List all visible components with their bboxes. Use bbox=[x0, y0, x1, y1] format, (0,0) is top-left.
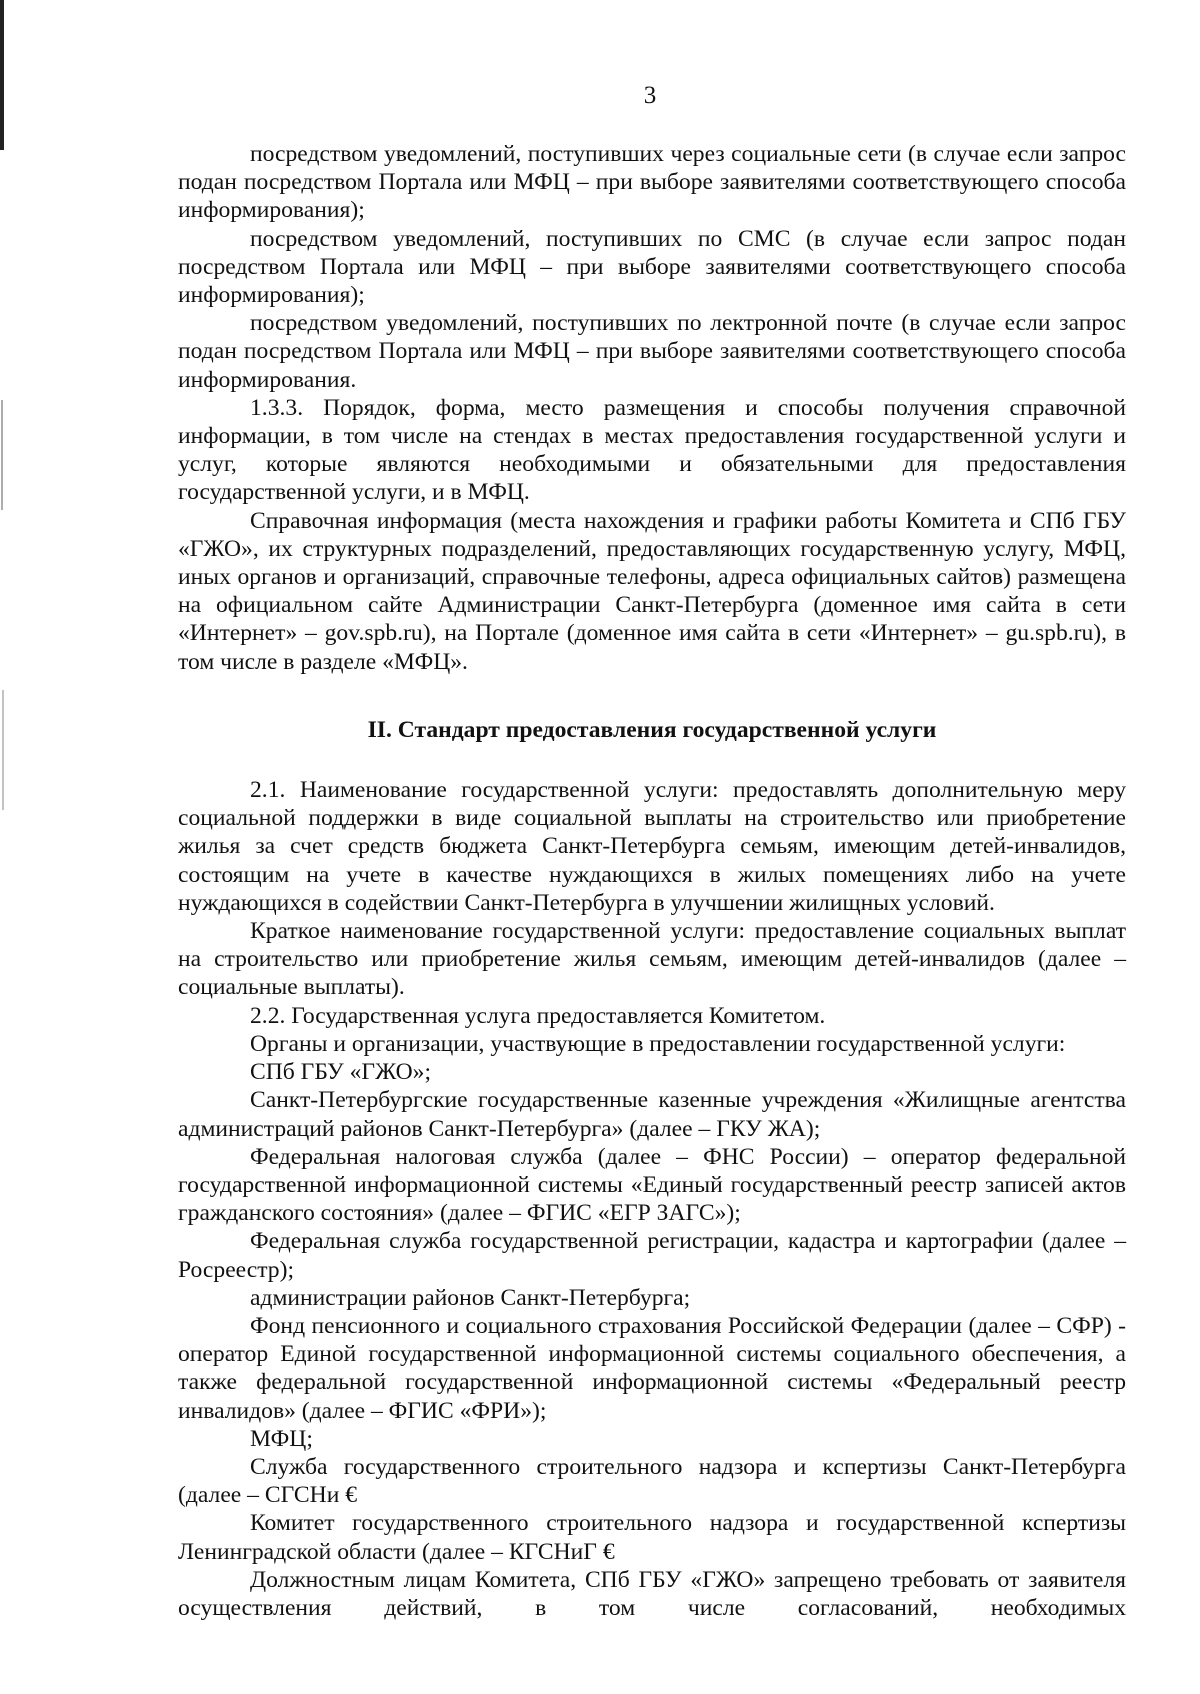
paragraph: 2.1. Наименование государственной услуги: предоставлять дополнительную меру социальной поддержки в виде социальной выплаты на строительство или приобретение жилья за счет средств бюджета Санкт-Петербурга семьям, имеющим детей-инвалидов, состоящим на учете в качестве нуждающихся в жилых помещениях либо на учете нуждающихся в содействии Санкт-Петербурга в улучшении жилищных условий. bbox=[178, 777, 1126, 916]
paragraph: Федеральная служба государственной регистрации, кадастра и картографии (далее – Росреестр); bbox=[178, 1228, 1126, 1283]
paragraph: 1.3.3. Порядок, форма, место размещения и способы получения справочной информации, в том числе на стендах в местах предоставления государственной услуги и услуг, которые являются необходимыми и обязательными для предоставления государственной услуги, и в МФЦ. bbox=[178, 394, 1126, 506]
paragraph: МФЦ; bbox=[250, 1425, 313, 1452]
paragraph: Санкт-Петербургские государственные казенные учреждения «Жилищные агентства администраций районов Санкт-Петербурга» (далее – ГКУ ЖА); bbox=[178, 1087, 1126, 1142]
document-body bbox=[178, 140, 1126, 1622]
paragraph: администрации районов Санкт-Петербурга; bbox=[250, 1284, 691, 1311]
paragraph: 2.2. Государственная услуга предоставляется Комитетом. bbox=[250, 1002, 826, 1029]
paragraph: Органы и организации, участвующие в предоставлении государственной услуги: bbox=[250, 1030, 1066, 1057]
page-number: 3 bbox=[643, 82, 657, 109]
paragraph: Фонд пенсионного и социального страхования Российской Федерации (далее – СФР) - оператор Единой государственной информационной системы социального обеспечения, а также федеральной государственной информационной системы «Федеральный реестр инвалидов» (далее – ФГИС «ФРИ»); bbox=[178, 1312, 1126, 1424]
paragraph: Краткое наименование государственной услуги: предоставление социальных выплат на строительство или приобретение жилья семьям, имеющим детей-инвалидов (далее – социальные выплаты). bbox=[178, 918, 1126, 1001]
paragraph: посредством уведомлений, поступивших через социальные сети (в случае если запрос подан посредством Портала или МФЦ – при выборе заявителями соответствующего способа информирования); bbox=[178, 141, 1126, 224]
paragraph: СПб ГБУ «ГЖО»; bbox=[250, 1059, 432, 1086]
paragraph: посредством уведомлений, поступивших по лектронной почте (в случае если запрос подан посредством Портала или МФЦ – при выборе заявителями соответствующего способа информирования. bbox=[178, 310, 1126, 393]
paragraph: Комитет государственного строительного надзора и государственной кспертизы Ленинградской области (далее – КГСНиГ € bbox=[178, 1510, 1126, 1565]
paragraph: Служба государственного строительного надзора и кспертизы Санкт-Петербурга (далее – СГСНи € bbox=[178, 1453, 1126, 1509]
scan-edge-mark bbox=[2, 690, 4, 810]
scan-edge-mark bbox=[0, 0, 4, 150]
scan-edge-mark bbox=[1, 400, 3, 510]
paragraph: Должностным лицам Комитета, СПб ГБУ «ГЖО» запрещено требовать от заявителя осуществления действий, в том числе согласований, необходимых bbox=[178, 1566, 1126, 1621]
section-heading: II. Стандарт предоставления государственной услуги bbox=[367, 716, 937, 743]
paragraph: Справочная информация (места нахождения и графики работы Комитета и СПб ГБУ «ГЖО», их структурных подразделений, предоставляющих государственную услугу, МФЦ, иных органов и организаций, справочные телефоны, адреса официальных сайтов) размещена на официальном сайте Администрации Санкт-Петербурга (доменное имя сайта в сети «Интернет» – gov.spb.ru), на Портале (доменное имя сайта в сети «Интернет» – gu.spb.ru), в том числе в разделе «МФЦ». bbox=[178, 507, 1126, 675]
paragraph: Федеральная налоговая служба (далее – ФНС России) – оператор федеральной государственной информационной системы «Единый государственный реестр записей актов гражданского состояния» (далее – ФГИС «ЕГР ЗАГС»); bbox=[178, 1143, 1126, 1227]
paragraph: посредством уведомлений, поступивших по СМС (в случае если запрос подан посредством Портала или МФЦ – при выборе заявителями соответствующего способа информирования); bbox=[178, 225, 1126, 309]
